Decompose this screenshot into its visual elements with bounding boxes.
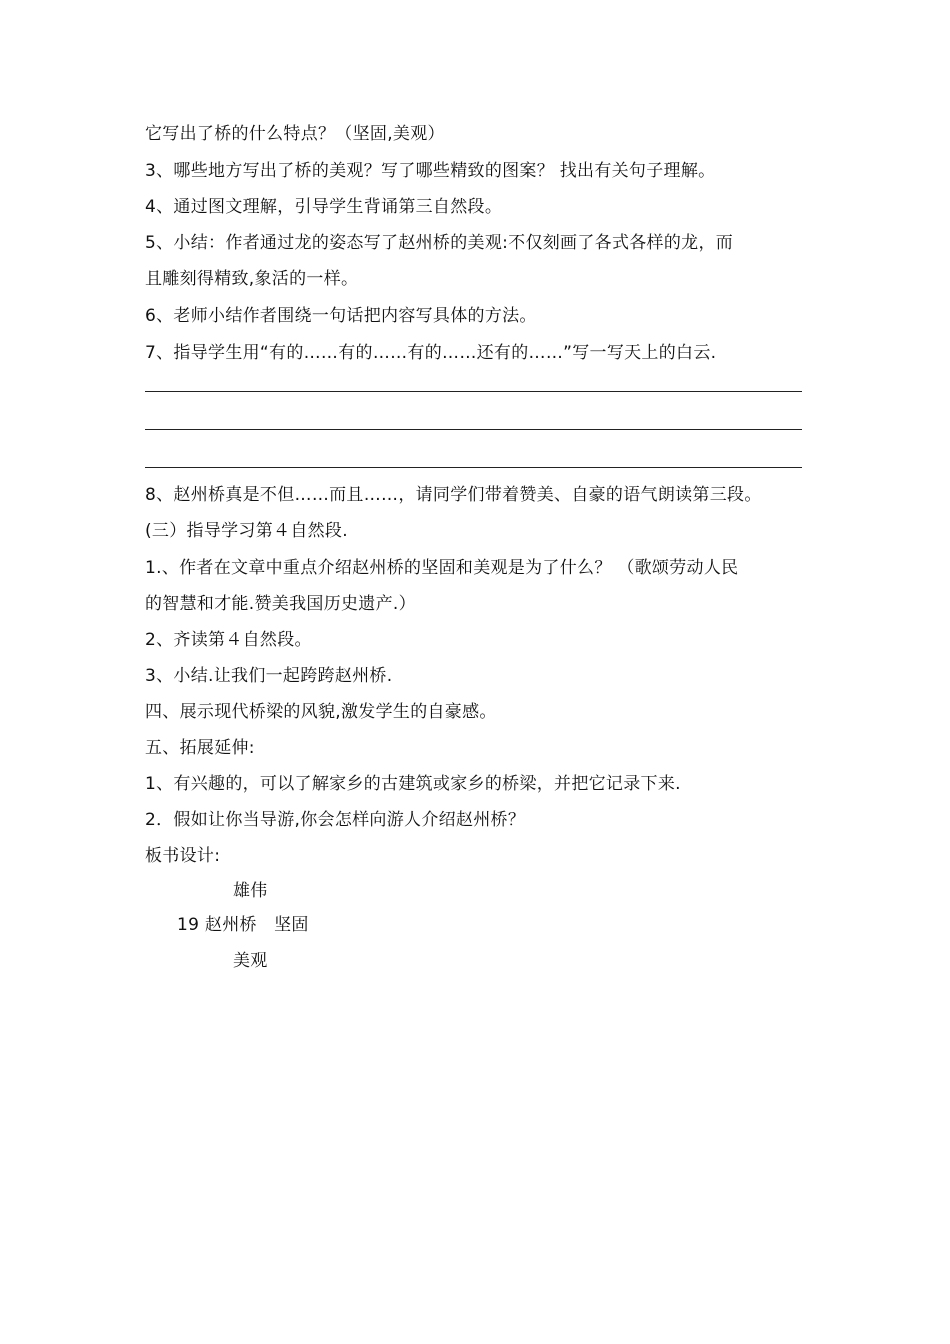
board-top: 雄伟 [233, 881, 268, 901]
text-line-2: 3、哪些地方写出了桥的美观？写了哪些精致的图案？ 找出有关句子理解。 [145, 161, 716, 181]
text-line-13: 1、有兴趣的，可以了解家乡的古建筑或家乡的桥梁，并把它记录下来. [145, 774, 681, 794]
text-line-12: 3、小结.让我们一起跨跨赵州桥. [145, 666, 393, 686]
answer-line-1 [145, 391, 802, 392]
answer-line-3 [145, 467, 802, 468]
text-line-7: 7、指导学生用“有的……有的……有的……还有的……”写一写天上的白云. [145, 343, 717, 363]
text-line-9: 1.、作者在文章中重点介绍赵州桥的坚固和美观是为了什么？ （歌颂劳动人民 [145, 558, 739, 578]
text-line-14: 2．假如让你当导游,你会怎样向游人介绍赵州桥？ [145, 810, 526, 830]
text-line-3: 4、通过图文理解，引导学生背诵第三自然段。 [145, 197, 503, 217]
text-line-5: 且雕刻得精致,象活的一样。 [145, 269, 359, 289]
board-middle: 19 赵州桥 坚固 [177, 915, 309, 935]
text-line-1: 它写出了桥的什么特点？（坚固,美观） [145, 124, 445, 144]
section-heading-4: 四、展示现代桥梁的风貌,激发学生的自豪感。 [145, 702, 497, 722]
text-line-8: 8、赵州桥真是不但……而且……，请同学们带着赞美、自豪的语气朗读第三段。 [145, 485, 762, 505]
answer-line-2 [145, 429, 802, 430]
text-line-4: 5、小结：作者通过龙的姿态写了赵州桥的美观:不仅刻画了各式各样的龙，而 [145, 233, 734, 253]
text-line-11: 2、齐读第４自然段。 [145, 630, 312, 650]
text-line-10: 的智慧和才能.赞美我国历史遗产.） [145, 594, 416, 614]
board-heading: 板书设计: [145, 846, 221, 866]
board-bottom: 美观 [233, 951, 268, 971]
section-heading-5: 五、拓展延伸: [145, 738, 255, 758]
section-heading-3: (三）指导学习第４自然段. [145, 521, 348, 541]
text-line-6: 6、老师小结作者围绕一句话把内容写具体的方法。 [145, 306, 537, 326]
